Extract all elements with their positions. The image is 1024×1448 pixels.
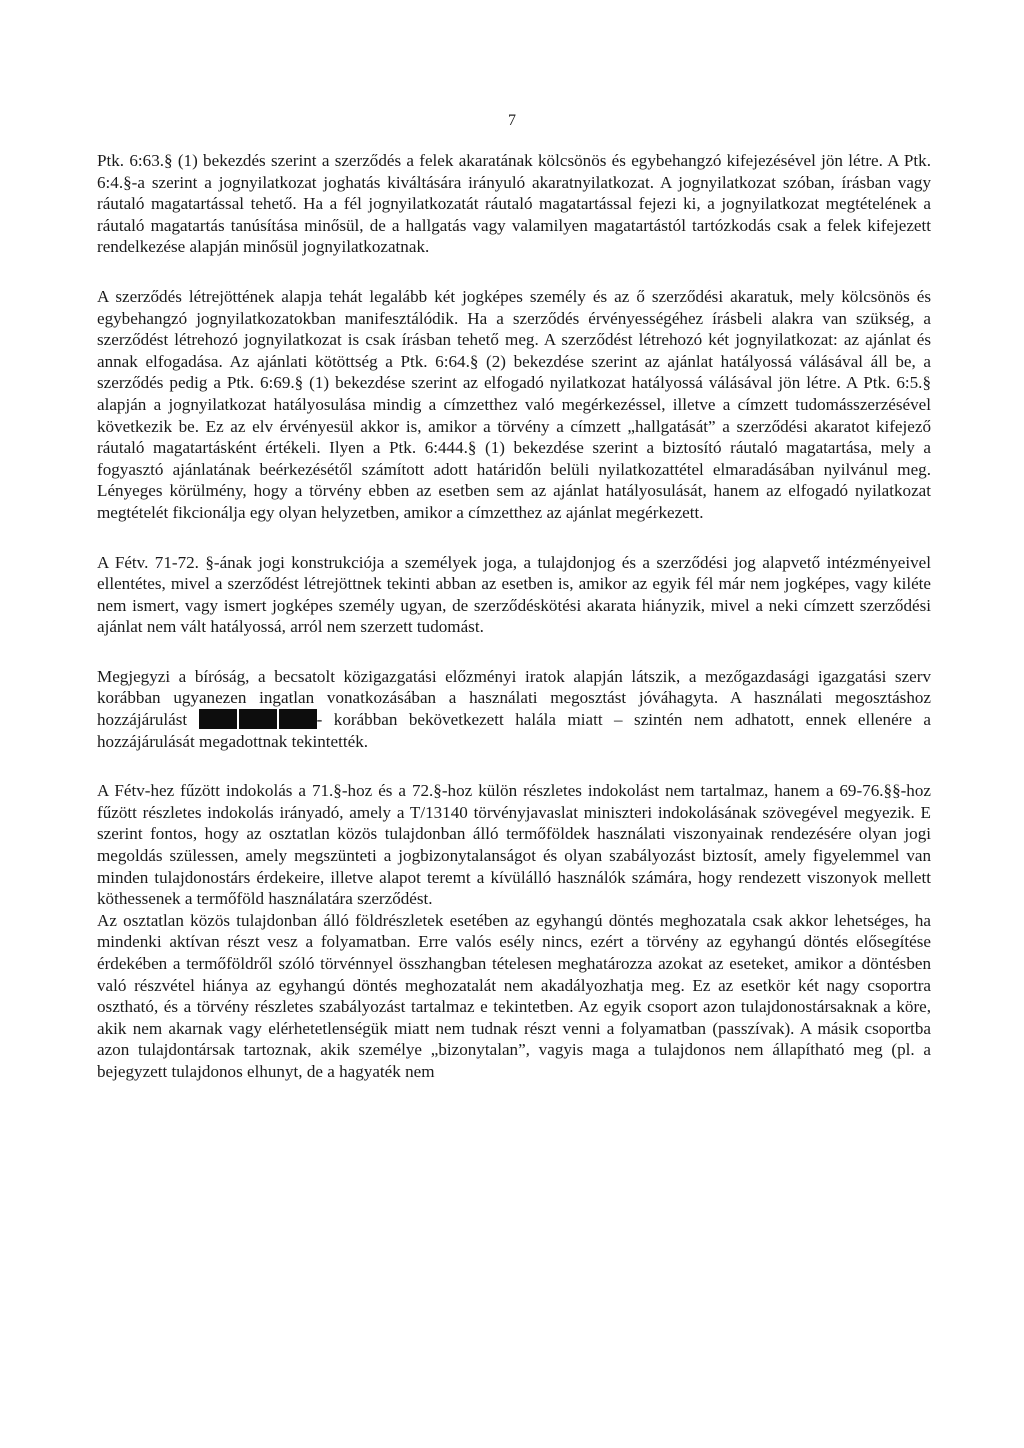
paragraph-4 xyxy=(97,666,931,752)
paragraph-3: A Fétv. 71-72. §-ának jogi konstrukciója a személyek joga, a tulajdonjog és a szerződési jog alapvető intézményeivel ellentétes, mivel a szerződést létrejöttnek tekinti abban az esetben is, amikor az egyik fél már nem jogképes, vagy kiléte nem ismert, vagy ismert jogképes személy ugyan, de szerződéskötési akarata hiányzik, mivel a neki címzett szerződési ajánlat nem vált hatályossá, arról nem szerzett tudomást. xyxy=(97,552,931,637)
page-number: 7 xyxy=(508,112,516,129)
paragraph-4-text-before: Megjegyzi a bíróság, a becsatolt közigazgatási előzményi iratok alapján látszik, a mezőgazdasági igazgatási szerv korábban ugyanezen ingatlan vonatkozásában a használati megosztást jóváhagyta. A használati megosztáshoz hozzájárulást xyxy=(97,666,931,730)
paragraph-6: Az osztatlan közös tulajdonban álló földrészletek esetében az egyhangú döntés meghozatala csak akkor lehetséges, ha mindenki aktívan részt vesz a folyamatban. Erre valós esély nincs, ezért a törvény az egyhangú döntés elősegítése érdekében a termőföldről szóló törvénnyel összhangban tételesen meghatározza azokat az eseteket, amikor a döntésben való részvétel hiánya az egyhangú döntés meghozatalát nem akadályozhatja meg. Ez az esetkör két nagy csoportra osztható, és a törvény részletes szabályozást tartalmaz e tekintetben. Az egyik csoport azon tulajdonostársaknak a köre, akik nem akarnak vagy elérhetetlenségük miatt nem tudnak részt venni a folyamatban (passzívak). A másik csoportba azon tulajdontársak tartoznak, akik személye „bizonytalan”, vagyis maga a tulajdonos nem állapítható meg (pl. a bejegyzett tulajdonos elhunyt, de a hagyaték nem xyxy=(97,910,931,1081)
paragraph-4-text-after: - korábban bekövetkezett halála miatt – szintén nem adhatott, ennek ellenére a hozzájárulását megadottnak tekintették. xyxy=(97,710,932,751)
document-body xyxy=(97,150,931,1083)
paragraph-5: A Fétv-hez fűzött indokolás a 71.§-hoz és a 72.§-hoz külön részletes indokolást nem tartalmaz, hanem a 69-76.§§-hoz fűzött részletes indokolás irányadó, amely a T/13140 törvényjavaslat miniszteri indokolásának szövegével megyezik. E szerint fontos, hogy az osztatlan közös tulajdonban álló termőföldek használati viszonyainak rendezésére olyan jogi megoldás szülessen, amely megszünteti a jogbizonytalanságot és olyan szabályozást biztosít, amely figyelemmel van minden tulajdonostárs érdekeire, illetve alapot teremt a kívülálló használók számára, hogy rendezett viszonyok mellett köthessenek a termőföld használatára szerződést. xyxy=(97,781,931,909)
redaction-block xyxy=(199,709,317,729)
paragraph-2: A szerződés létrejöttének alapja tehát legalább két jogképes személy és az ő szerződési akaratuk, mely kölcsönös és egybehangzó jognyilatkozatokban manifesztálódik. Ha a szerződés érvényességéhez írásbeli alakra van szükség, a szerződést létrehozó jognyilatkozat is csak írásban tehető meg. A szerződést létrehozó két jognyilatkozat: az ajánlat és annak elfogadása. Az ajánlati kötöttség a Ptk. 6:64.§ (2) bekezdése szerint az ajánlat hatályossá válásával áll be, a szerződés pedig a Ptk. 6:69.§ (1) bekezdése szerint az elfogadó nyilatkozat hatályossá válásával jön létre. A Ptk. 6:5.§ alapján a jognyilatkozat hatályosulása mindig a címzetthez való megérkezéssel, illetve a címzett tudomásszerzésével következik be. Ez az elv érvényesül akkor is, amikor a törvény a címzett „hallgatását” a szerződési akaratot kifejező ráutaló magatartásként értékeli. Ilyen a Ptk. 6:444.§ (1) bekezdése szerint a biztosító ráutaló magatartása, mely a fogyasztó ajánlatának beérkezésétől számított adott határidőn belüli nyilatkozattétel elmaradásában nyilvánul meg. Lényeges körülmény, hogy a törvény ebben az esetben sem az ajánlat hatályosulását, hanem az elfogadó nyilatkozat megtételét fikcionálja egy olyan helyzetben, amikor a címzetthez az ajánlat megérkezett. xyxy=(97,286,931,522)
paragraph-1: Ptk. 6:63.§ (1) bekezdés szerint a szerződés a felek akaratának kölcsönös és egybehangzó kifejezésével jön létre. A Ptk. 6:4.§-a szerint a jognyilatkozat joghatás kiváltására irányuló akaratnyilatkozat. A jognyilatkozat szóban, írásban vagy ráutaló magatartással tehető. Ha a fél jognyilatkozatát ráutaló magatartással fejezi ki, a jognyilatkozat megtételének a ráutaló magatartás tanúsítása minősül, de a hallgatás vagy valamilyen magatartástól tartózkodás csak a felek kifejezett rendelkezése alapján minősül jognyilatkozatnak. xyxy=(97,151,931,257)
